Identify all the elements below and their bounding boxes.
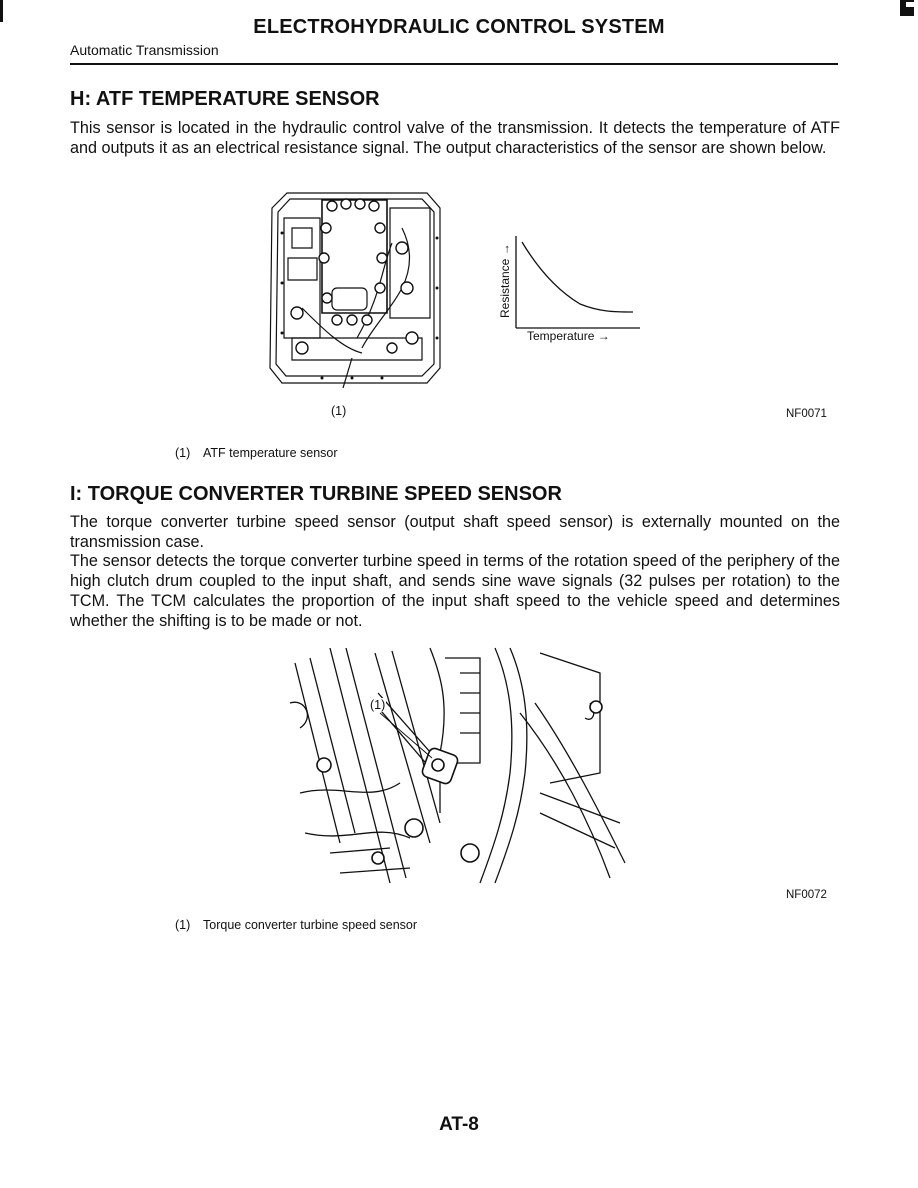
graph-x-axis-label: Temperature → <box>527 329 610 343</box>
figure-i-callout: (1) <box>370 698 386 712</box>
figure-h-callout: (1) <box>331 404 347 418</box>
figure-h-caption-text: ATF temperature sensor <box>203 446 338 460</box>
page-number: AT-8 <box>439 1114 479 1135</box>
section-i-paragraph-2: The sensor detects the torque converter turbine speed in terms of the rotation speed of the periphery of the high clutch drum coupled to the input shaft, and sends sine wave signals (32 pulses per rotation) to the TCM. The TCM calculates the proportion of the input shaft speed to the vehicle speed and determines whether the shifting is to be made or not. <box>70 552 840 630</box>
figure-i-id: NF0072 <box>786 889 827 901</box>
section-i-paragraph-1: The torque converter turbine speed sensor (output shaft speed sensor) is externally mounted on the transmission case. <box>70 513 840 551</box>
figure-h-caption-number: (1) <box>175 446 191 460</box>
graph-y-axis-label: Resistance → <box>498 243 512 318</box>
figure-i-caption-text: Torque converter turbine speed sensor <box>203 918 418 932</box>
section-h-paragraph: This sensor is located in the hydraulic control valve of the transmission. It detects the temperature of ATF and outputs it as an electrical resistance signal. The output characteristics of the sensor are shown below. <box>70 119 840 157</box>
figure-i-caption-number: (1) <box>175 918 191 932</box>
page-header-title: ELECTROHYDRAULIC CONTROL SYSTEM <box>253 16 665 38</box>
section-tab-mark <box>900 0 914 16</box>
figure-h-id: NF0071 <box>786 408 827 420</box>
page-header-subtitle: Automatic Transmission <box>70 42 219 58</box>
turbine-sensor-illustration <box>280 643 630 893</box>
header-divider <box>70 63 838 65</box>
section-i-title: I: TORQUE CONVERTER TURBINE SPEED SENSOR <box>70 483 562 505</box>
valve-body-illustration <box>262 188 442 388</box>
section-h-title: H: ATF TEMPERATURE SENSOR <box>70 88 380 110</box>
resistance-temperature-graph <box>500 232 650 332</box>
